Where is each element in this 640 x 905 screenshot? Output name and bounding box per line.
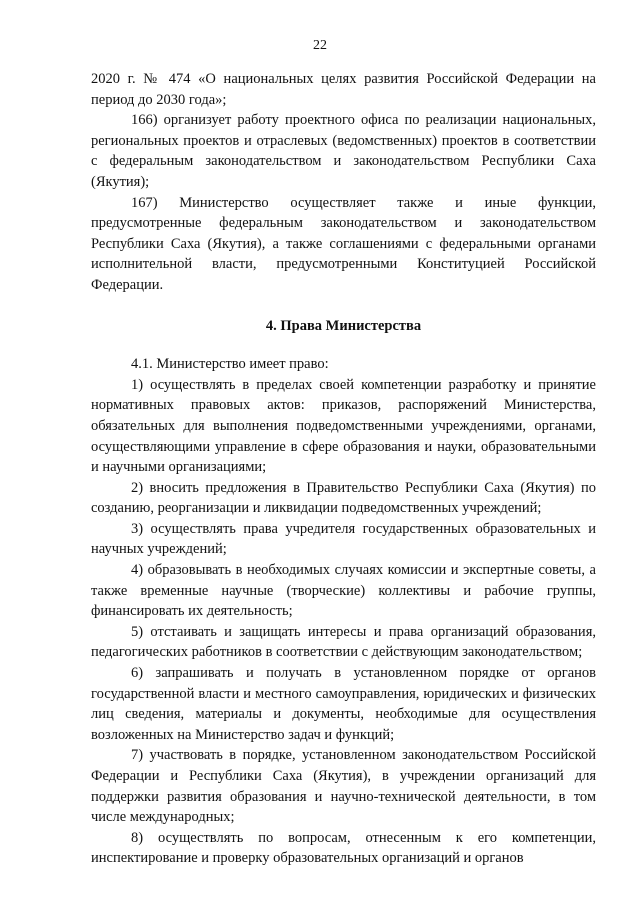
page-number: 22 [313, 38, 327, 53]
paragraph: 167) Министерство осуществляет также и иные функции, предусмотренные федеральным законодательством и законодательством Республики Саха (Якутия), а также соглашениями с федеральными органами исполнительной власти, предусмотренными Конституцией Российской Федерации. [91, 194, 596, 293]
paragraphs-after-heading [91, 354, 596, 869]
paragraph: 4) образовывать в необходимых случаях комиссии и экспертные советы, а также временные научные (творческие) коллективы и рабочие группы, финансировать их деятельность; [91, 562, 596, 620]
document-body [91, 69, 596, 869]
paragraph: 1) осуществлять в пределах своей компетенции разработку и принятие нормативных правовых актов: приказов, распоряжений Министерства, обязательных для выполнения подведомственными учреждениями, органами, осуществляющими управление в сфере образования и науки, образовательными и научными организациями; [91, 376, 596, 476]
paragraph: 4.1. Министерство имеет право: [131, 356, 329, 373]
section-heading: 4. Права Министерства [265, 317, 422, 334]
paragraphs-before-heading [91, 69, 596, 296]
paragraph: 166) организует работу проектного офиса по реализации национальных, региональных проектов и отраслевых (ведомственных) проектов в соответствии с федеральным законодательством и законодательством Республики Саха (Якутия); [91, 112, 596, 190]
paragraph: 6) запрашивать и получать в установленном порядке от органов государственной власти и местного самоуправления, юридических и физических лиц сведения, материалы и документы, необходимые для осуществления возложенных на Министерство задач и функций; [91, 665, 596, 743]
paragraph: 5) отстаивать и защищать интересы и права организаций образования, педагогических работников в соответствии с действующим законодательством; [91, 623, 596, 661]
paragraph: 7) участвовать в порядке, установленном законодательством Российской Федерации и Республики Саха (Якутия), в учреждении организаций для поддержки развития образования и научно-технической деятельности, в том числе международных; [91, 747, 596, 826]
paragraph: 2020 г. № 474 «О национальных целях развития Российской Федерации на период до 2030 года»; [91, 71, 596, 108]
paragraph: 3) осуществлять права учредителя государственных образовательных и научных учреждений; [91, 520, 596, 558]
paragraph: 8) осуществлять по вопросам, отнесенным к его компетенции, инспектирование и проверку образовательных организаций и органов [91, 829, 596, 867]
paragraph: 2) вносить предложения в Правительство Республики Саха (Якутия) по созданию, реорганизации и ликвидации подведомственных учреждений; [91, 479, 596, 517]
